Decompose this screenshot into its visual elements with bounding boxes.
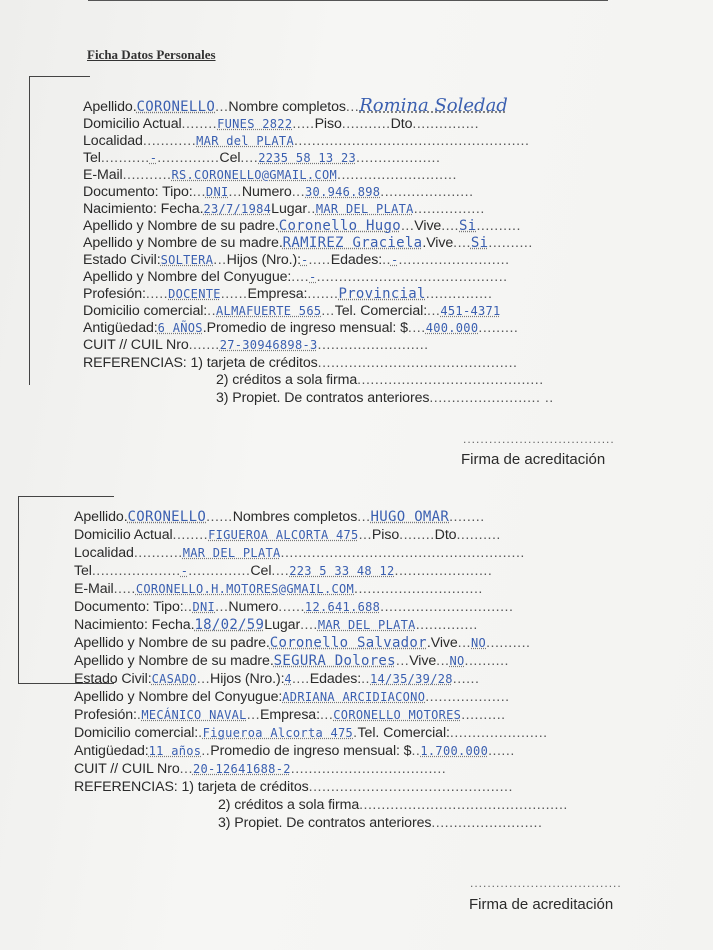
p1-nombres-value: Romina Soledad xyxy=(359,95,508,116)
p2-domicilio-row: Domicilio Actual........FIGUEROA ALCORTA 475...Piso........Dto.......... xyxy=(74,527,501,543)
p1-estado-row: Estado Civil:SOLTERA...Hijos (Nro.):-.....Edades:..-......................... xyxy=(83,252,510,268)
p1-conyugue-row: Apellido y Nombre del Conyugue:....-........................................... xyxy=(83,269,508,285)
p1-localidad-value: MAR del PLATA xyxy=(196,134,294,148)
p2-localidad-row: Localidad...........MAR DEL PLATA....................................................... xyxy=(74,545,525,561)
p2-signature-line: ................................... xyxy=(470,876,622,890)
p2-conyugue-row: Apellido y Nombre del Conyugue:ADRIANA ARCIDIACONO................... xyxy=(74,689,510,705)
p1-ref3-row: 3) Propiet. De contratos anteriores......................... .. xyxy=(216,390,554,406)
p1-email-row: E-Mail...........RS.CORONELLO@GMAIL.COM........................... xyxy=(83,167,457,183)
p1-ref2-row: 2) créditos a sola firma.......................................... xyxy=(216,372,544,388)
p2-cuit-row: CUIT // CUIL Nro...20-12641688-2................................... xyxy=(74,761,447,777)
p2-email-row: E-Mail.....CORONELLO.H.MOTORES@GMAIL.COM............................. xyxy=(74,581,483,597)
p2-estado-row: Estado Civil:CASADO...Hijos (Nro.):4....Edades:..14/35/39/28...... xyxy=(74,671,480,687)
section1-bracket xyxy=(29,76,90,385)
p1-padre-row: Apellido y Nombre de su padre.Coronello Hugo...Vive....Si.......... xyxy=(83,218,521,234)
p1-apellido-value: CORONELLO xyxy=(136,99,216,115)
p2-signature-label: Firma de acreditación xyxy=(469,896,614,913)
p1-cuit-row: CUIT // CUIL Nro.......27-30946898-3......................... xyxy=(83,337,429,353)
top-rule xyxy=(88,0,608,1)
p1-cel-value: 2235 58 13 23 xyxy=(258,151,357,165)
p1-localidad-row: Localidad............MAR del PLATA..................................................... xyxy=(83,133,530,149)
p2-apellido-row: Apellido.CORONELLO......Nombres completos...HUGO OMAR........ xyxy=(74,509,485,525)
p2-profesion-row: Profesión:.MECÁNICO NAVAL...Empresa:...CORONELLO MOTORES.......... xyxy=(74,707,506,723)
p2-nombres-value: HUGO OMAR xyxy=(370,509,450,525)
p1-tel-row: Tel...........-..............Cel....2235 58 13 23................... xyxy=(83,150,441,166)
p1-madre-row: Apellido y Nombre de su madre.RAMIREZ Graciela.Vive....Si.......... xyxy=(83,235,533,251)
p1-documento-row: Documento: Tipo:...DNI...Numero...30.946.898..................... xyxy=(83,184,474,200)
p1-documento-value: 30.946.898 xyxy=(305,185,381,199)
form-title: Ficha Datos Personales xyxy=(87,47,216,62)
p1-domicilio-row: Domicilio Actual........FUNES 2822.....Piso...........Dto............... xyxy=(83,116,480,132)
p2-madre-row: Apellido y Nombre de su madre.SEGURA Dolores...Vive...NO.......... xyxy=(74,653,509,669)
p1-domicilio-value: FUNES 2822 xyxy=(217,117,293,131)
p2-tel-row: Tel....................-..............Cel....223 5 33 48 12...................... xyxy=(74,563,493,579)
p1-apellido-row: Apellido.CORONELLO...Nombre completos...Romina Soledad xyxy=(83,95,508,116)
p1-signature-line: ................................... xyxy=(463,432,615,446)
p2-ref1-row: REFERENCIAS: 1) tarjeta de créditos.............................................. xyxy=(74,779,513,795)
p2-apellido-value: CORONELLO xyxy=(127,509,207,525)
p1-signature-label: Firma de acreditación xyxy=(461,451,606,468)
p1-nacimiento-row: Nacimiento: Fecha.23/7/1984Lugar..MAR DEL PLATA................ xyxy=(83,201,485,217)
p2-nacimiento-row: Nacimiento: Fecha.18/02/59Lugar....MAR DEL PLATA.............. xyxy=(74,617,478,633)
p2-ref3-row: 3) Propiet. De contratos anteriores......................... xyxy=(218,815,543,831)
p1-domcomercial-row: Domicilio comercial:..ALMAFUERTE 565...Tel. Comercial:...451-4371 xyxy=(83,303,501,319)
p1-antiguedad-row: Antigüedad:6 AÑOS.Promedio de ingreso mensual: $....400.000......... xyxy=(83,320,519,336)
p1-email-value: RS.CORONELLO@GMAIL.COM xyxy=(171,168,338,182)
p1-profesion-row: Profesión:.....DOCENTE......Empresa:.......Provincial............... xyxy=(83,286,493,302)
p2-documento-row: Documento: Tipo:..DNI...Numero......12.641.688.............................. xyxy=(74,599,514,615)
p2-padre-row: Apellido y Nombre de su padre.Coronello Salvador.Vive...NO.......... xyxy=(74,635,531,651)
p2-domcomercial-row: Domicilio comercial:.Figueroa Alcorta 475.Tel. Comercial:...................... xyxy=(74,725,548,741)
p2-ref2-row: 2) créditos a sola firma............................................... xyxy=(218,797,568,813)
p2-antiguedad-row: Antigüedad:11 años..Promedio de ingreso mensual: $..1.700.000...... xyxy=(74,743,515,759)
p1-ref1-row: REFERENCIAS: 1) tarjeta de créditos............................................. xyxy=(83,355,518,371)
